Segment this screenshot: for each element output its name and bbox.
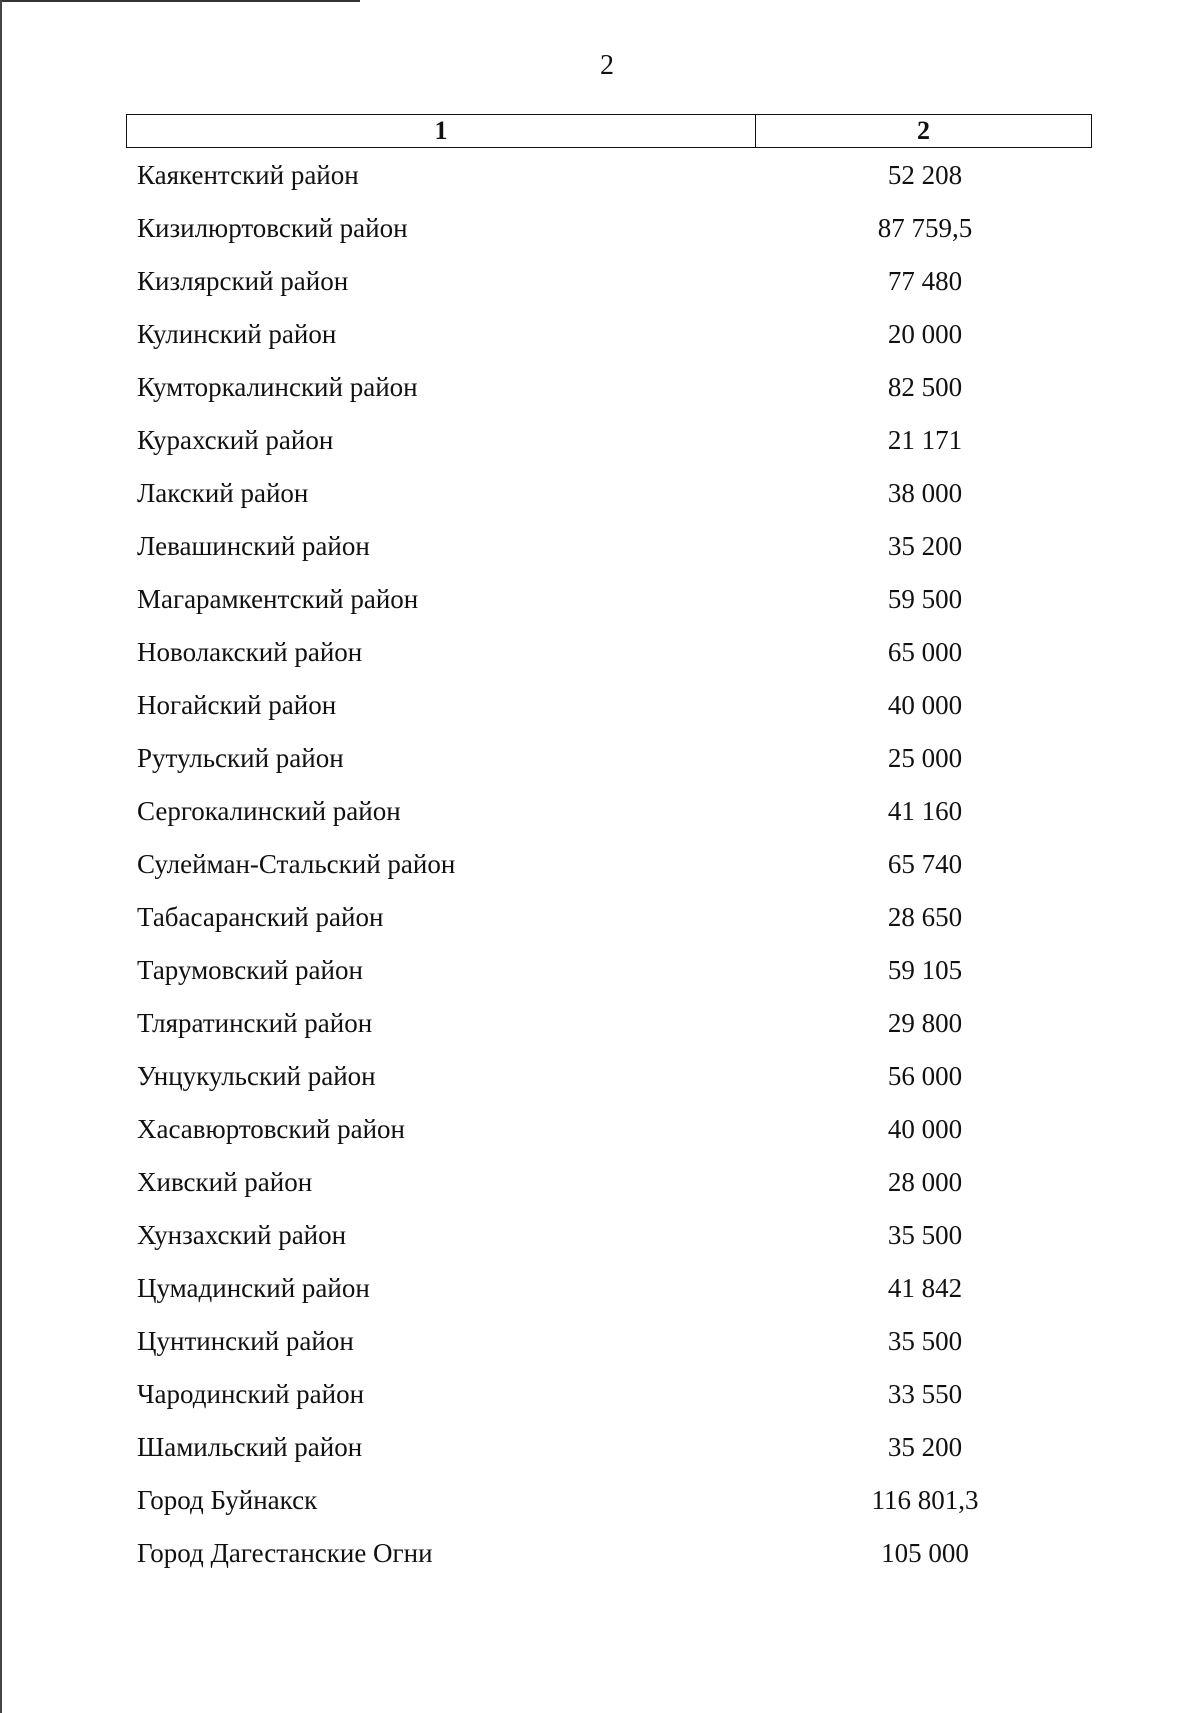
district-name: Магарамкентский район	[137, 584, 419, 614]
table-row	[0, 417, 1200, 470]
amount-value: 33 550	[887, 1379, 963, 1409]
district-name: Унцукульский район	[137, 1061, 376, 1091]
district-name: Новолакский район	[137, 637, 363, 667]
table-row	[0, 841, 1200, 894]
amount-value: 28 000	[887, 1167, 963, 1197]
amount-value: 105 000	[881, 1538, 969, 1568]
table-row	[0, 1212, 1200, 1265]
district-name: Сергокалинский район	[137, 796, 401, 826]
amount-value: 52 208	[887, 160, 963, 190]
table-row	[0, 1265, 1200, 1318]
amount-value: 29 800	[887, 1008, 963, 1038]
amount-value: 25 000	[887, 743, 963, 773]
table-row	[0, 311, 1200, 364]
amount-value: 65 000	[887, 637, 963, 667]
amount-value: 41 160	[887, 796, 963, 826]
table-body	[0, 152, 1200, 1583]
district-name: Хивский район	[137, 1167, 313, 1197]
amount-value: 82 500	[887, 372, 963, 402]
table-row	[0, 1424, 1200, 1477]
amount-value: 59 105	[887, 955, 963, 985]
amount-value: 20 000	[887, 319, 963, 349]
district-name: Ногайский район	[137, 690, 337, 720]
district-name: Рутульский район	[137, 743, 344, 773]
district-name: Чародинский район	[137, 1379, 365, 1409]
amount-value: 21 171	[887, 425, 963, 455]
district-name: Город Дагестанские Огни	[137, 1538, 433, 1568]
district-name: Курахский район	[137, 425, 334, 455]
district-name: Хунзахский район	[137, 1220, 347, 1250]
district-name: Кизилюртовский район	[137, 213, 408, 243]
amount-value: 35 500	[887, 1326, 963, 1356]
amount-value: 41 842	[887, 1273, 963, 1303]
amount-value: 116 801,3	[871, 1485, 979, 1515]
table-header-row	[126, 114, 1092, 148]
district-name: Кизлярский район	[137, 266, 349, 296]
amount-value: 28 650	[887, 902, 963, 932]
amount-value: 65 740	[887, 849, 963, 879]
district-name: Хасавюртовский район	[137, 1114, 406, 1144]
table-header-col-2: 2	[917, 116, 930, 145]
district-name: Цунтинский район	[137, 1326, 354, 1356]
table-row	[0, 788, 1200, 841]
table-row	[0, 682, 1200, 735]
table-row	[0, 152, 1200, 205]
table-row	[0, 1000, 1200, 1053]
table-row	[0, 523, 1200, 576]
table-row	[0, 1318, 1200, 1371]
table-row	[0, 1159, 1200, 1212]
table-row	[0, 470, 1200, 523]
table-row	[0, 947, 1200, 1000]
district-name: Тляратинский район	[137, 1008, 373, 1038]
table-row	[0, 1477, 1200, 1530]
table-row	[0, 364, 1200, 417]
amount-value: 40 000	[887, 690, 963, 720]
amount-value: 56 000	[887, 1061, 963, 1091]
district-name: Кумторкалинский район	[137, 372, 418, 402]
district-name: Левашинский район	[137, 531, 370, 561]
amount-value: 35 500	[887, 1220, 963, 1250]
scan-top-edge	[0, 0, 360, 2]
page-number: 2	[600, 50, 614, 81]
table-row	[0, 629, 1200, 682]
amount-value: 35 200	[887, 531, 963, 561]
amount-value: 59 500	[887, 584, 963, 614]
table-row	[0, 1106, 1200, 1159]
table-header-col-1: 1	[127, 115, 756, 147]
table-row	[0, 1530, 1200, 1583]
amount-value: 35 200	[887, 1432, 963, 1462]
table-row	[0, 1371, 1200, 1424]
amount-value: 40 000	[887, 1114, 963, 1144]
district-name: Шамильский район	[137, 1432, 363, 1462]
table-row	[0, 1053, 1200, 1106]
district-name: Сулейман-Стальский район	[137, 849, 456, 879]
table-row	[0, 576, 1200, 629]
table-row	[0, 258, 1200, 311]
district-name: Кулинский район	[137, 319, 337, 349]
district-name: Цумадинский район	[137, 1273, 370, 1303]
district-name: Лакский район	[137, 478, 309, 508]
district-name: Табасаранский район	[137, 902, 384, 932]
table-row	[0, 894, 1200, 947]
district-name: Тарумовский район	[137, 955, 363, 985]
table-row	[0, 735, 1200, 788]
amount-value: 77 480	[887, 266, 963, 296]
district-name: Каякентский район	[137, 160, 359, 190]
table-row	[0, 205, 1200, 258]
district-name: Город Буйнакск	[137, 1485, 318, 1515]
amount-value: 87 759,5	[877, 213, 973, 243]
amount-value: 38 000	[887, 478, 963, 508]
